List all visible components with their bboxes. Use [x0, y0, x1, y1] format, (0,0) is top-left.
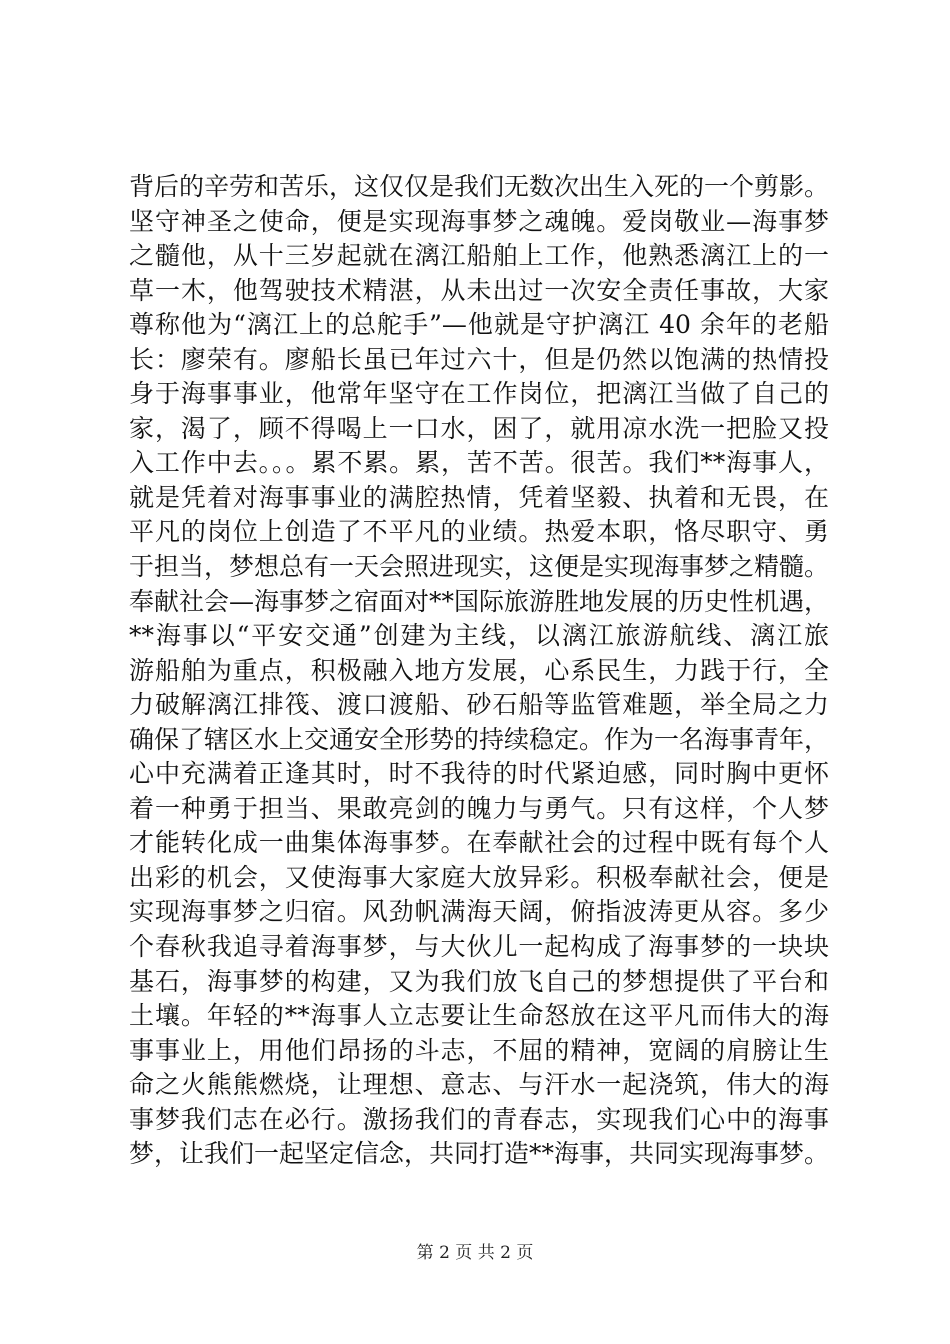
text-line: 游船舶为重点，积极融入地方发展，心系民生，力践于行，全	[129, 655, 829, 685]
text-line: 之髓他，从十三岁起就在漓江船舶上工作，他熟悉漓江上的一	[129, 241, 829, 271]
text-line: 奉献社会—海事梦之宿面对**国际旅游胜地发展的历史性机遇，	[129, 586, 830, 616]
text-line: 就是凭着对海事事业的满腔热情，凭着坚毅、执着和无畏，在	[129, 482, 829, 512]
text-line: 心中充满着正逢其时，时不我待的时代紧迫感，同时胸中更怀	[129, 759, 829, 789]
text-line: 事事业上，用他们昂扬的斗志，不屈的精神，宽阔的肩膀让生	[129, 1035, 829, 1065]
text-line: 尊称他为“漓江上的总舵手”—他就是守护漓江 40 余年的老船	[129, 310, 829, 340]
text-line: 平凡的岗位上创造了不平凡的业绩。热爱本职，恪尽职守、勇	[129, 517, 829, 547]
page-number-footer: 第 2 页 共 2 页	[416, 1243, 534, 1263]
text-line: 家，渴了，顾不得喝上一口水，困了，就用凉水洗一把脸又投	[129, 413, 829, 443]
text-line: 才能转化成一曲集体海事梦。在奉献社会的过程中既有每个人	[129, 828, 829, 858]
text-line: 身于海事事业，他常年坚守在工作岗位，把漓江当做了自己的	[129, 379, 829, 409]
text-line: 坚守神圣之使命，便是实现海事梦之魂魄。爱岗敬业—海事梦	[129, 206, 829, 236]
text-line: 事梦我们志在必行。激扬我们的青春志，实现我们心中的海事	[129, 1104, 829, 1134]
text-line: 着一种勇于担当、果敢亮剑的魄力与勇气。只有这样，个人梦	[129, 793, 829, 823]
text-line: 命之火熊熊燃烧，让理想、意志、与汗水一起浇筑，伟大的海	[129, 1070, 829, 1100]
text-line: 力破解漓江排筏、渡口渡船、砂石船等监管难题，举全局之力	[129, 690, 829, 720]
text-line: 出彩的机会，又使海事大家庭大放异彩。积极奉献社会，便是	[129, 862, 829, 892]
text-line: 草一木，他驾驶技术精湛，从未出过一次安全责任事故，大家	[129, 275, 829, 305]
text-line: **海事以“平安交通”创建为主线，以漓江旅游航线、漓江旅	[129, 621, 829, 651]
text-line: 背后的辛劳和苦乐，这仅仅是我们无数次出生入死的一个剪影。	[129, 172, 830, 201]
text-line: 入工作中去。。。累不累。累，苦不苦。很苦。我们**海事人，	[129, 448, 829, 478]
body-text	[129, 170, 829, 1172]
text-line: 个春秋我追寻着海事梦，与大伙儿一起构成了海事梦的一块块	[129, 932, 829, 962]
text-line: 长：廖荣有。廖船长虽已年过六十，但是仍然以饱满的热情投	[129, 344, 829, 374]
text-line: 土壤。年轻的**海事人立志要让生命怒放在这平凡而伟大的海	[129, 1001, 829, 1031]
text-line: 于担当，梦想总有一天会照进现实，这便是实现海事梦之精髓。	[129, 552, 830, 582]
text-line: 梦，让我们一起坚定信念，共同打造**海事，共同实现海事梦。	[129, 1139, 830, 1169]
text-line: 基石，海事梦的构建，又为我们放飞自己的梦想提供了平台和	[129, 966, 829, 996]
text-line: 实现海事梦之归宿。风劲帆满海天阔，俯指波涛更从容。多少	[129, 897, 829, 927]
text-line: 确保了辖区水上交通安全形势的持续稳定。作为一名海事青年，	[129, 724, 830, 754]
